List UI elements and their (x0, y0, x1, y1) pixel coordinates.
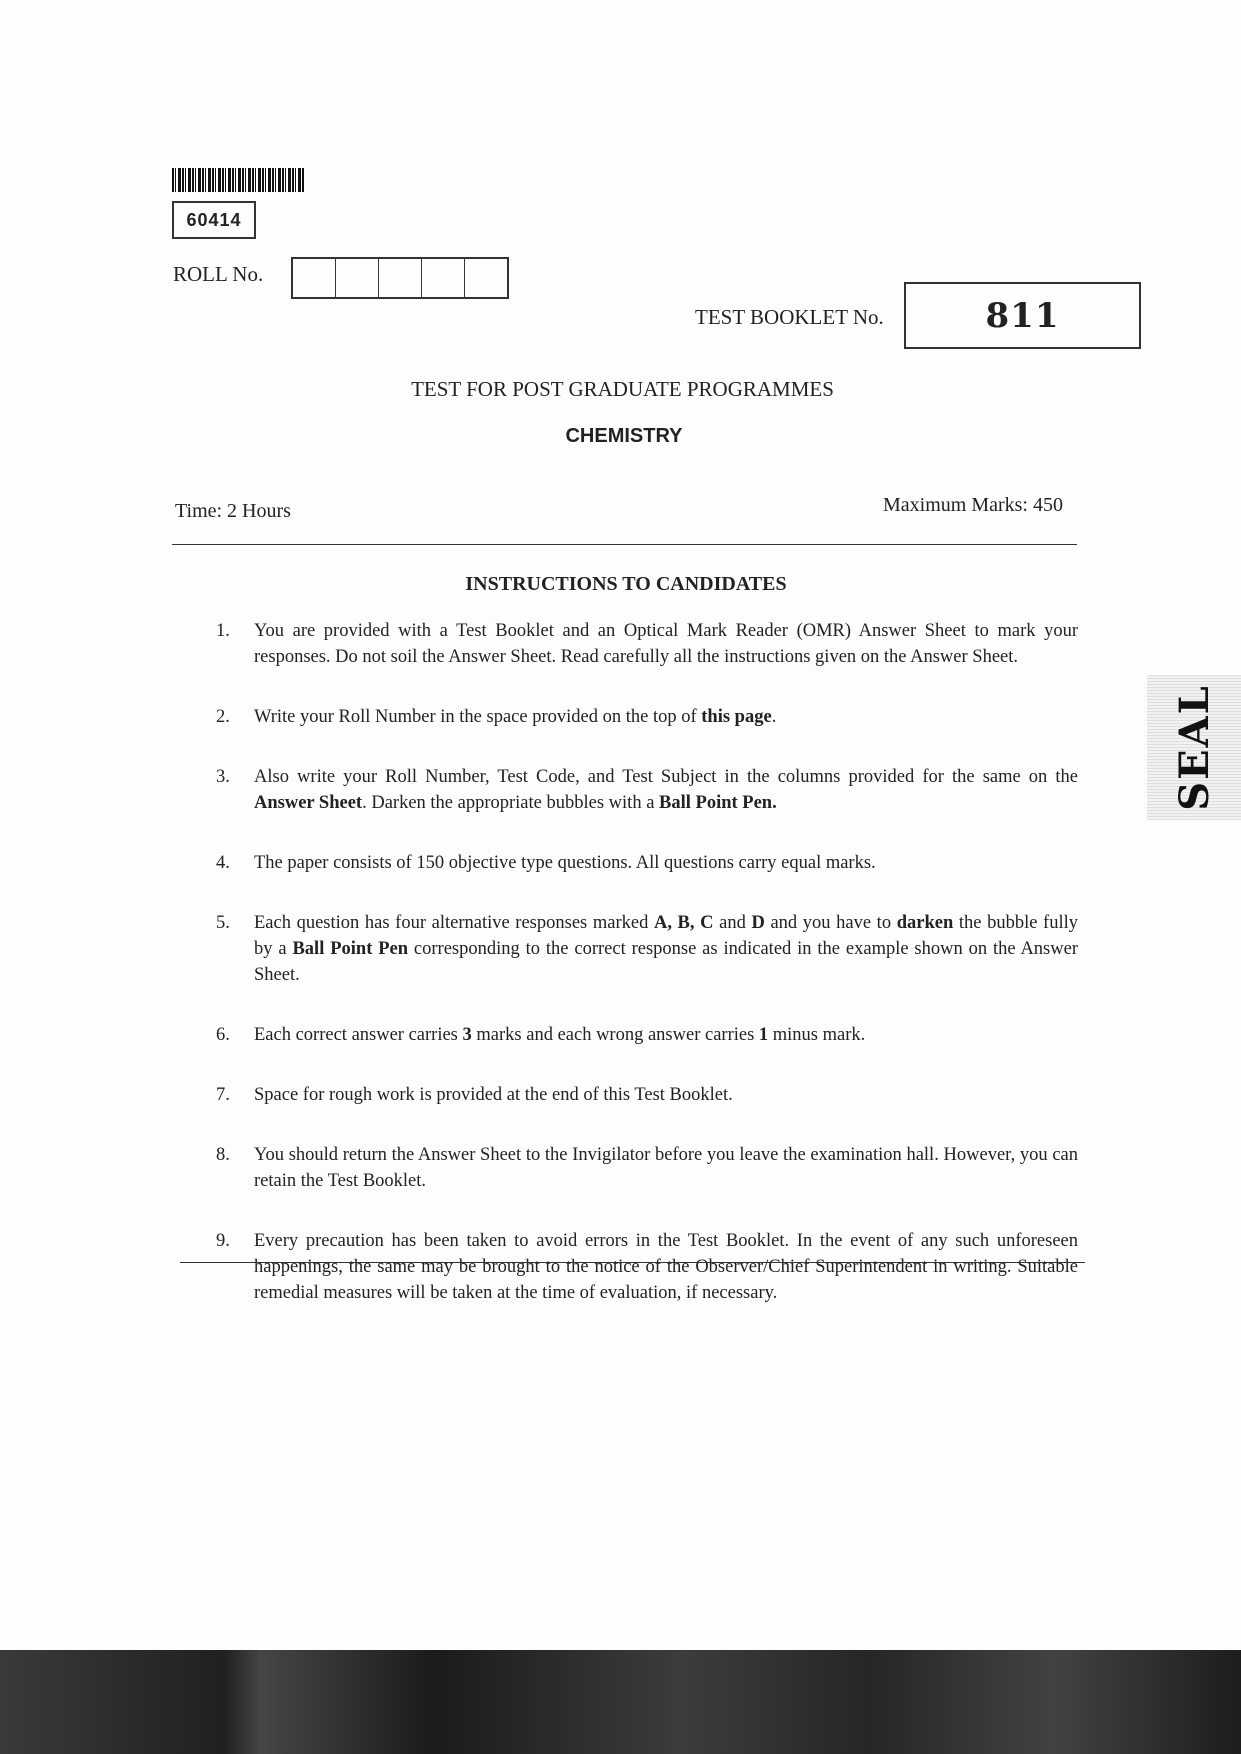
instruction-fragment: Also write your Roll Number, Test Code, and Test Subject in the columns provided for the same on the (254, 767, 1078, 787)
instruction-text (254, 1082, 1078, 1108)
instruction-text (254, 850, 1078, 876)
instruction-emphasis: Ball Point Pen. (659, 793, 777, 813)
instruction-emphasis: 3 (462, 1025, 472, 1045)
booklet-number-box: 811 (904, 282, 1141, 349)
instruction-item (216, 618, 1078, 670)
instruction-emphasis: Ball Point Pen (292, 939, 409, 959)
instruction-fragment: . (771, 707, 777, 727)
roll-digit-box[interactable] (422, 259, 465, 297)
instruction-fragment: minus mark. (768, 1025, 866, 1045)
page-title: TEST FOR POST GRADUATE PROGRAMMES (411, 377, 834, 401)
barcode (172, 168, 304, 192)
instruction-number: 7. (216, 1085, 230, 1105)
instruction-fragment: Every precaution has been taken to avoid errors in the Test Booklet. In the event of any such unforeseen happenings, the same may be brought to the notice of the Observer/Chief Superintendent in writing. Suitable remedial measures will be taken at the time of evaluation, if necessary. (254, 1231, 1078, 1303)
subject-title: CHEMISTRY (565, 425, 683, 447)
instruction-item (216, 1022, 1078, 1048)
roll-digit-box[interactable] (465, 259, 507, 297)
instruction-fragment: Each question has four alternative responses marked (254, 913, 654, 933)
paper-code-box: 60414 (172, 201, 256, 239)
instruction-text (254, 1228, 1078, 1306)
divider-bottom (180, 1262, 1085, 1263)
roll-number-boxes[interactable] (291, 257, 509, 299)
instruction-number: 2. (216, 707, 230, 727)
instruction-fragment: and (713, 913, 752, 933)
instruction-fragment: The paper consists of 150 objective type questions. All questions carry equal marks. (254, 853, 876, 873)
instruction-emphasis: A, B, C (653, 913, 714, 933)
instruction-fragment: the bubble fully by a (254, 913, 1078, 959)
instruction-fragment: and you have to (764, 913, 897, 933)
instruction-emphasis: D (751, 913, 765, 933)
instruction-item (216, 704, 1078, 730)
instruction-fragment: You are provided with a Test Booklet and an Optical Mark Reader (OMR) Answer Sheet to mark your responses. Do not soil the Answer Sheet. Read carefully all the instructions given on the Answer Sheet. (254, 621, 1078, 667)
roll-digit-box[interactable] (293, 259, 336, 297)
divider-top (172, 544, 1077, 545)
instruction-text (254, 618, 1078, 670)
instruction-number: 9. (216, 1231, 230, 1251)
instruction-number: 3. (216, 767, 230, 787)
instruction-number: 1. (216, 621, 230, 641)
instruction-emphasis: 1 (758, 1025, 769, 1045)
instruction-emphasis: this page (701, 707, 772, 727)
instruction-item (216, 1082, 1078, 1108)
scanner-edge-strip (0, 1650, 1241, 1754)
instruction-fragment: Write your Roll Number in the space provided on the top of (254, 707, 702, 727)
roll-digit-box[interactable] (379, 259, 422, 297)
instruction-item (216, 1228, 1078, 1306)
instruction-number: 5. (216, 913, 230, 933)
roll-digit-box[interactable] (336, 259, 379, 297)
instruction-fragment: . Darken the appropriate bubbles with a (362, 793, 660, 813)
instruction-text (254, 1142, 1078, 1194)
seal-label: SEAL (1170, 684, 1218, 811)
instruction-fragment: Each correct answer carries (254, 1025, 463, 1045)
maximum-marks: Maximum Marks: 450 (883, 494, 1063, 516)
booklet-number-label: TEST BOOKLET No. (695, 305, 884, 329)
seal-stamp (1147, 675, 1241, 820)
instruction-emphasis: Answer Sheet (254, 793, 363, 813)
instruction-emphasis: darken (896, 913, 954, 933)
instruction-fragment: Space for rough work is provided at the end of this Test Booklet. (254, 1085, 733, 1105)
time-allowed: Time: 2 Hours (175, 500, 291, 522)
instruction-item (216, 764, 1078, 816)
roll-number-label: ROLL No. (173, 262, 264, 286)
instruction-fragment: corresponding to the correct response as indicated in the example shown on the Answer Sheet. (254, 939, 1078, 985)
instruction-number: 6. (216, 1025, 230, 1045)
instruction-item (216, 850, 1078, 876)
instruction-text (254, 910, 1078, 988)
instruction-number: 4. (216, 853, 230, 873)
instruction-item (216, 1142, 1078, 1194)
instructions-heading: INSTRUCTIONS TO CANDIDATES (465, 573, 787, 595)
instruction-text (254, 704, 1078, 730)
instruction-fragment: marks and each wrong answer carries (471, 1025, 759, 1045)
instruction-item (216, 910, 1078, 988)
instructions-list (216, 618, 1078, 1306)
instruction-number: 8. (216, 1145, 230, 1165)
instruction-text (254, 1022, 1078, 1048)
instruction-text (254, 764, 1078, 816)
instruction-fragment: You should return the Answer Sheet to the Invigilator before you leave the examination hall. However, you can retain the Test Booklet. (254, 1145, 1078, 1191)
